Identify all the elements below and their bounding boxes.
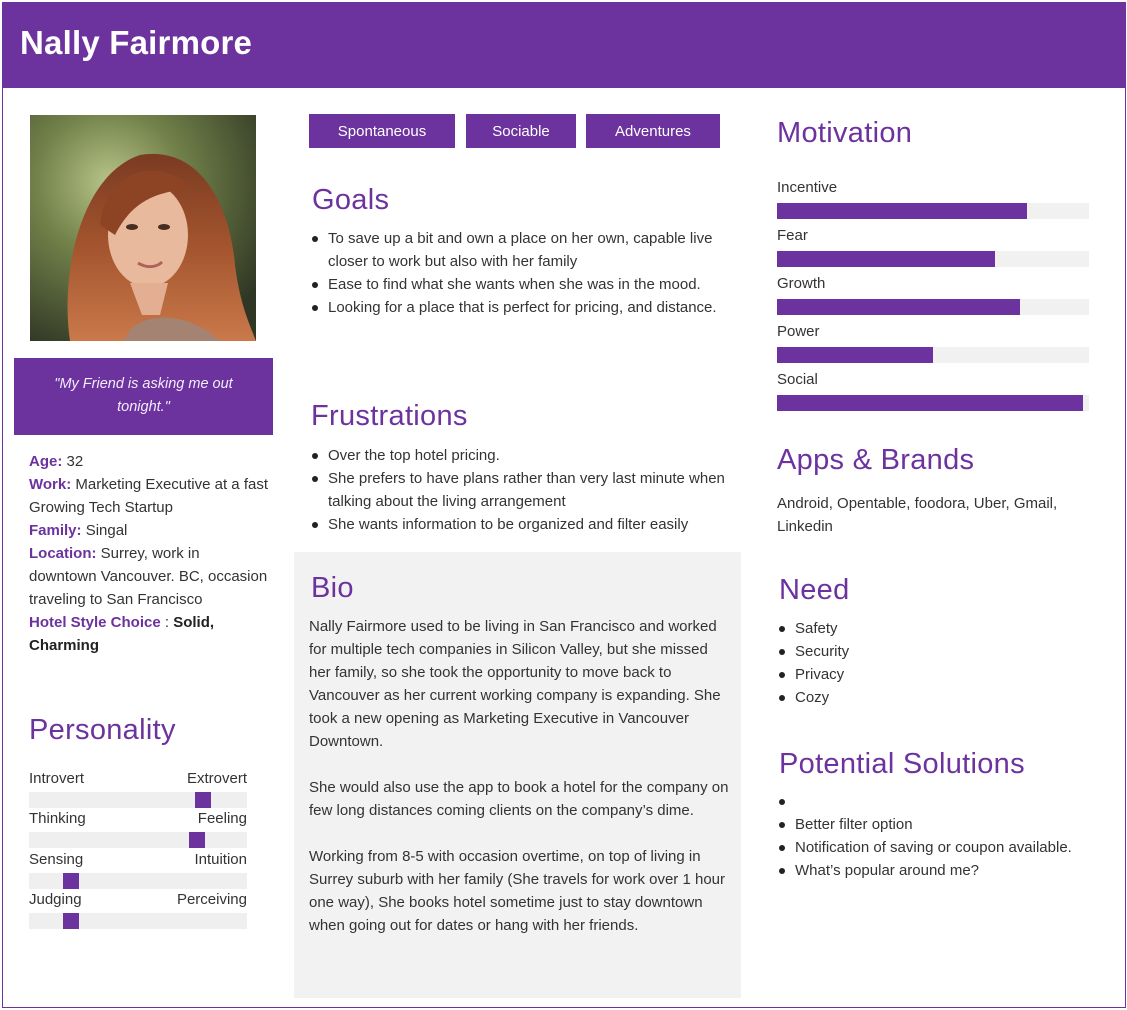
- scale-track: [29, 832, 247, 848]
- list-item: Looking for a place that is perfect for pricing, and distance.: [311, 296, 721, 319]
- list-item: [778, 790, 1108, 813]
- list-item: Cozy: [778, 686, 1078, 709]
- scale-marker: [63, 913, 79, 929]
- solutions-title: Potential Solutions: [779, 748, 1025, 780]
- scale-marker: [195, 792, 211, 808]
- motivation-track: [777, 347, 1089, 363]
- apps-brands-title: Apps & Brands: [777, 444, 975, 476]
- goals-title: Goals: [312, 184, 390, 216]
- scale-marker: [63, 873, 79, 889]
- info-age: Age: 32: [29, 453, 84, 470]
- frustrations-list: [311, 444, 731, 536]
- motivation-fill: [777, 299, 1020, 315]
- bio-title: Bio: [311, 572, 354, 604]
- list-item: Privacy: [778, 663, 1078, 686]
- motivation-label: Incentive: [777, 179, 838, 196]
- list-item: Notification of saving or coupon available.: [778, 836, 1108, 859]
- motivation-label: Power: [777, 323, 820, 340]
- bio-text: [309, 615, 729, 960]
- motivation-bar: [777, 322, 1089, 363]
- trait-tag-adventures: Adventures: [586, 114, 720, 148]
- list-item: She wants information to be organized and filter easily: [311, 513, 731, 536]
- list-item: Security: [778, 640, 1078, 663]
- motivation-label: Growth: [777, 275, 826, 292]
- personality-scale: [29, 891, 247, 929]
- motivation-fill: [777, 251, 995, 267]
- scale-right-label: Perceiving: [176, 891, 247, 908]
- solutions-list: [778, 790, 1108, 882]
- motivation-track: [777, 203, 1089, 219]
- motivation-track: [777, 395, 1089, 411]
- bio-paragraph: Working from 8-5 with occasion overtime, on top of living in Surrey suburb with her family (She travels for work over 1 hour one way), She books hotel sometime just to stay downtown when going out for dates or hang with her friends.: [309, 848, 725, 934]
- persona-info: [29, 450, 269, 657]
- info-location: Location: Surrey, work in downtown Vancouver. BC, occasion traveling to San Francisco: [29, 545, 268, 608]
- scale-right-label: Extrovert: [186, 770, 247, 787]
- scale-track: [29, 873, 247, 889]
- need-title: Need: [779, 574, 850, 606]
- motivation-bar: [777, 274, 1089, 315]
- scale-left-label: Sensing: [29, 851, 84, 868]
- motivation-bar: [777, 370, 1089, 411]
- portrait-image: [30, 115, 256, 341]
- goals-list: [311, 227, 721, 319]
- persona-name: Nally Fairmore: [20, 24, 253, 61]
- motivation-track: [777, 299, 1089, 315]
- motivation-label: Fear: [777, 227, 808, 244]
- bio-paragraph: Nally Fairmore used to be living in San Francisco and worked for multiple tech companies in Silicon Valley, but she missed her family, so she took the opportunity to move back to Vancouver as her current working company is expanding. She took a new opening as Marketing Executive in Vancouver Downtown.: [309, 618, 721, 750]
- list-item: To save up a bit and own a place on her own, capable live closer to work but also with her family: [311, 227, 721, 273]
- scale-track: [29, 913, 247, 929]
- motivation-label: Social: [777, 371, 818, 388]
- trait-tag-sociable: Sociable: [466, 114, 576, 148]
- motivation-bar: [777, 178, 1089, 219]
- list-item: Better filter option: [778, 813, 1108, 836]
- motivation-track: [777, 251, 1089, 267]
- scale-marker: [189, 832, 205, 848]
- info-hotel-style: Hotel Style Choice : Solid, Charming: [29, 614, 215, 654]
- list-item: Ease to find what she wants when she was in the mood.: [311, 273, 721, 296]
- motivation-fill: [777, 203, 1027, 219]
- bio-paragraph: She would also use the app to book a hotel for the company on few long distances coming clients on the company’s dime.: [309, 779, 729, 819]
- scale-right-label: Feeling: [197, 810, 247, 827]
- scale-left-label: Introvert: [29, 770, 85, 787]
- personality-title: Personality: [29, 714, 176, 746]
- scale-left-label: Thinking: [29, 810, 86, 827]
- personality-scale: [29, 851, 247, 889]
- list-item: She prefers to have plans rather than very last minute when talking about the living arrangement: [311, 467, 731, 513]
- info-family: Family: Singal: [29, 522, 128, 539]
- motivation-fill: [777, 347, 933, 363]
- scale-track: [29, 792, 247, 808]
- persona-photo: [30, 115, 256, 341]
- scale-right-label: Intuition: [194, 851, 247, 868]
- trait-tag-spontaneous: Spontaneous: [309, 114, 455, 148]
- motivation-bar: [777, 226, 1089, 267]
- motivation-title: Motivation: [777, 117, 913, 149]
- list-item: What’s popular around me?: [778, 859, 1108, 882]
- info-work: Work: Marketing Executive at a fast Growing Tech Startup: [29, 476, 268, 516]
- frustrations-title: Frustrations: [311, 400, 468, 432]
- header-bar: [2, 2, 1126, 88]
- personality-scale: [29, 810, 247, 848]
- list-item: Safety: [778, 617, 1078, 640]
- need-list: [778, 617, 1078, 709]
- apps-brands-text: Android, Opentable, foodora, Uber, Gmail, Linkedin: [777, 495, 1058, 535]
- scale-left-label: Judging: [29, 891, 82, 908]
- motivation-fill: [777, 395, 1083, 411]
- persona-quote: "My Friend is asking me out tonight.": [14, 358, 273, 435]
- personality-scale: [29, 770, 247, 808]
- list-item: Over the top hotel pricing.: [311, 444, 731, 467]
